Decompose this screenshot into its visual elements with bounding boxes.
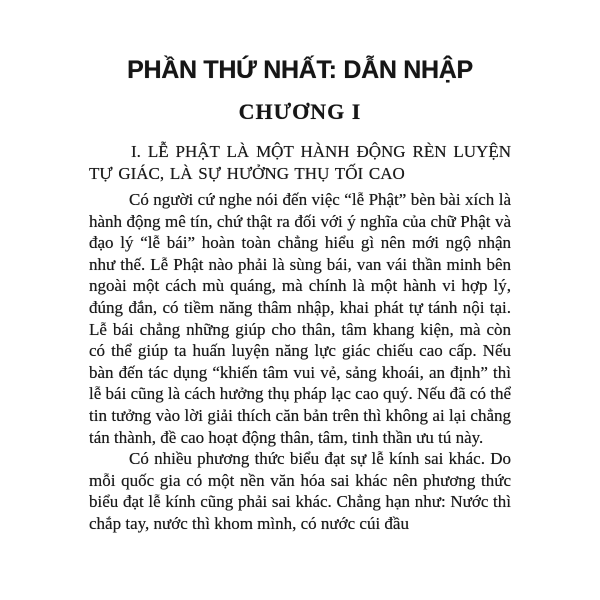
body-paragraph-2: Có nhiều phương thức biểu đạt sự lễ kính sai khác. Do mỗi quốc gia có một nền văn hóa sai khác nên phương thức biểu đạt lễ kính cũng phải sai khác. Chẳng hạn như: Nước thì chắp tay, nước thì khom mình, có nước cúi đầu	[89, 449, 511, 533]
section-heading: I. LỄ PHẬT LÀ MỘT HÀNH ĐỘNG RÈN LUYỆN TỰ GIÁC, LÀ SỰ HƯỞNG THỤ TỐI CAO	[89, 142, 511, 183]
book-page	[89, 55, 511, 535]
part-title: PHẦN THỨ NHẤT: DẪN NHẬP	[127, 56, 473, 84]
chapter-title: CHƯƠNG I	[238, 99, 362, 124]
body-paragraph-1: Có người cứ nghe nói đến việc “lễ Phật” bèn bài xích là hành động mê tín, chứ thật ra đối với ý nghĩa của chữ Phật và đạo lý “lễ bái” hoàn toàn chẳng hiểu gì nên mới ngộ nhận như thế. Lễ Phật nào phải là sùng bái, van vái thần minh bên ngoài một cách mù quáng, mà chính là một hành vi hợp lý, đúng đắn, có tiềm năng thâm nhập, khai phát tự tánh nội tại. Lễ bái chẳng những giúp cho thân, tâm khang kiện, mà còn có thể giúp ta huấn luyện năng lực giác chiếu cao cấp. Nếu bàn đến tác dụng “khiến tâm vui vẻ, sảng khoái, an định” thì lễ bái cũng là cách hưởng thụ pháp lạc cao quý. Nếu đã có thể tin tưởng vào lời giải thích căn bản trên thì không ai lại chẳng tán thành, đề cao hoạt động thân, tâm, tinh thần ưu tú này.	[89, 190, 511, 447]
